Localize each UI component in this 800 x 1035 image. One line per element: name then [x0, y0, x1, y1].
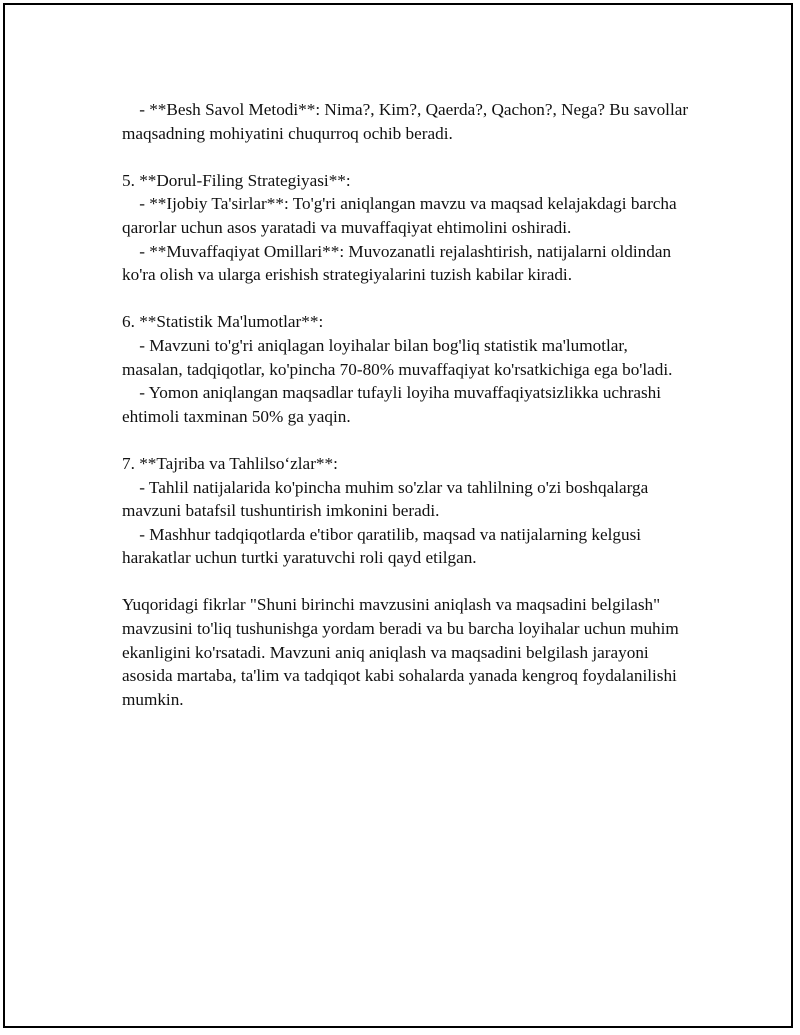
heading-statistik-malumotlar: 6. **Statistik Ma'lumotlar**: — [122, 312, 324, 332]
blank-line — [122, 428, 692, 452]
bullet-besh-savol: - **Besh Savol Metodi**: Nima?, Kim?, Qaerda?, Qachon?, Nega? Bu savollar maqsadning mohiyatini chuqurroq ochib beradi. — [122, 100, 689, 143]
blank-line — [122, 145, 692, 169]
bullet-tajriba-1: - Tahlil natijalarida ko'pincha muhim so'zlar va tahlilning o'zi boshqalarga mavzuni batafsil tushuntirish imkonini beradi. — [122, 477, 649, 521]
bullet-muvaffaqiyat-omillari: - **Muvaffaqiyat Omillari**: Muvozanatli rejalashtirish, natijalarni oldindan ko'ra olish va ularga erishish strategiyalarini tuzish kabilar kiradi. — [122, 241, 672, 285]
bullet-ijobiy-tasirlar: - **Ijobiy Ta'sirlar**: To'g'ri aniqlangan mavzu va maqsad kelajakdagi barcha qarorlar uchun asos yaratadi va muvaffaqiyat ehtimolini oshiradi. — [122, 194, 677, 237]
blank-line — [122, 287, 692, 311]
document-body — [122, 98, 692, 711]
blank-line — [122, 570, 692, 594]
bullet-statistik-2: - Yomon aniqlangan maqsadlar tufayli loyiha muvaffaqiyatsizlikka uchrashi ehtimoli taxminan 50% ga yaqin. — [122, 383, 662, 426]
bullet-tajriba-2: - Mashhur tadqiqotlarda e'tibor qaratilib, maqsad va natijalarning kelgusi harakatlar uchun turtki yaratuvchi roli qayd etilgan. — [122, 524, 642, 568]
page-frame — [3, 3, 793, 1028]
heading-dorul-filing: 5. **Dorul-Filing Strategiyasi**: — [122, 170, 351, 190]
conclusion-paragraph: Yuqoridagi fikrlar "Shuni birinchi mavzusini aniqlash va maqsadini belgilash" mavzusini to'liq tushunishga yordam beradi va bu barcha loyihalar uchun muhim ekanligini ko'rsatadi. Mavzuni aniq aniqlash va maqsadini belgilash jarayoni asosida martaba, ta'lim va tadqiqot kabi sohalarda yanada kengroq foydalanilishi mumkin. — [122, 595, 679, 709]
heading-tajriba-tahlil: 7. **Tajriba va Tahlilso‘zlar**: — [122, 453, 338, 473]
bullet-statistik-1: - Mavzuni to'g'ri aniqlagan loyihalar bilan bog'liq statistik ma'lumotlar, masalan, tadqiqotlar, ko'pincha 70-80% muvaffaqiyat ko'rsatkichiga ega bo'ladi. — [122, 335, 673, 379]
